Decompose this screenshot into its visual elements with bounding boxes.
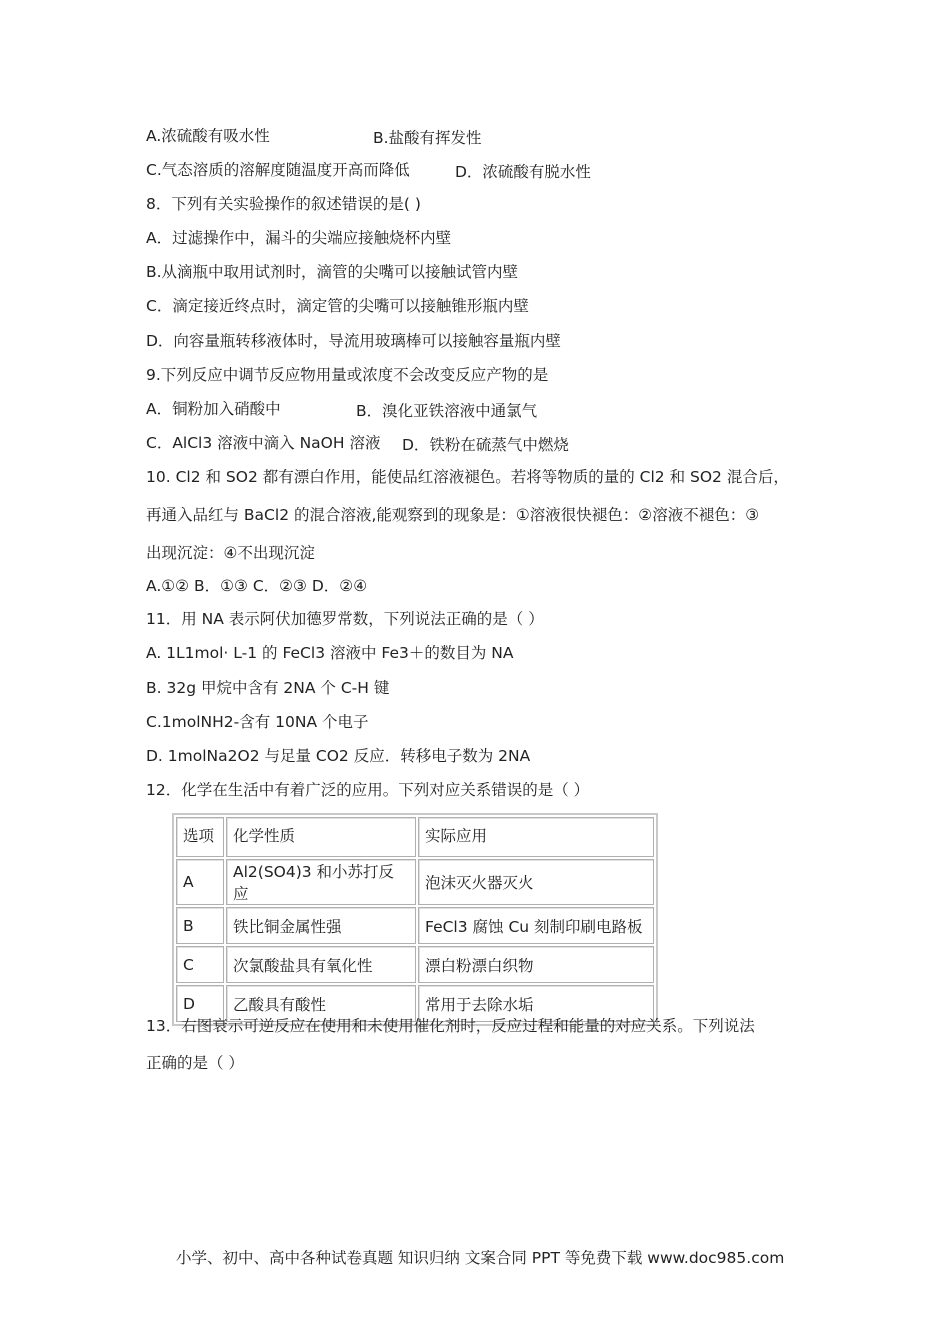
q10-stem-line3: 出现沉淀：④不出现沉淀 bbox=[146, 544, 315, 562]
q9-option-a: A．铜粉加入硝酸中 bbox=[146, 400, 281, 418]
page-footer: 小学、初中、高中各种试卷真题 知识归纳 文案合同 PPT 等免费下载 www.doc985.com bbox=[176, 1249, 785, 1267]
table-header-row bbox=[176, 817, 654, 857]
q9-option-d: D．铁粉在硫蒸气中燃烧 bbox=[402, 436, 569, 454]
q7-option-c: C.气态溶质的溶解度随温度开高而降低 bbox=[146, 161, 410, 179]
q10-options: A.①② B．①③ C．②③ D．②④ bbox=[146, 577, 368, 595]
table-cell: Al2(SO4)3 和小苏打反应 bbox=[226, 859, 416, 905]
q8-option-d: D．向容量瓶转移液体时，导流用玻璃棒可以接触容量瓶内壁 bbox=[146, 332, 561, 350]
table-header-cell: 实际应用 bbox=[418, 817, 654, 857]
q9-option-b: B．溴化亚铁溶液中通氯气 bbox=[356, 402, 538, 420]
q8-stem: 8．下列有关实验操作的叙述错误的是( ) bbox=[146, 195, 421, 213]
table-header-cell: 选项 bbox=[176, 817, 224, 857]
table-cell: FeCl3 腐蚀 Cu 刻制印刷电路板 bbox=[418, 907, 654, 944]
table-cell: B bbox=[176, 907, 224, 944]
q11-stem: 11．用 NA 表示阿伏加德罗常数，下列说法正确的是（ ） bbox=[146, 610, 544, 628]
q9-option-c: C．AlCl3 溶液中滴入 NaOH 溶液 bbox=[146, 434, 381, 452]
q12-stem: 12．化学在生活中有着广泛的应用。下列对应关系错误的是（ ） bbox=[146, 781, 590, 799]
q8-option-a: A．过滤操作中，漏斗的尖端应接触烧杯内壁 bbox=[146, 229, 452, 247]
table-cell: 漂白粉漂白织物 bbox=[418, 946, 654, 983]
table-cell: 常用于去除水垢 bbox=[418, 985, 654, 1022]
q11-option-c: C.1molNH2-含有 10NA 个电子 bbox=[146, 713, 369, 731]
table-row bbox=[176, 859, 654, 905]
q10-stem-line1: 10. Cl2 和 SO2 都有漂白作用，能使品红溶液褪色。若将等物质的量的 Cl2 和 SO2 混合后， bbox=[146, 468, 789, 486]
table-row bbox=[176, 946, 654, 983]
q8-option-c: C．滴定接近终点时，滴定管的尖嘴可以接触锥形瓶内壁 bbox=[146, 297, 529, 315]
q10-stem-line2: 再通入品红与 BaCl2 的混合溶液,能观察到的现象是：①溶液很快褪色：②溶液不褪色：③ bbox=[146, 506, 760, 524]
q13-stem-line1: 13．右图衰示可逆反应在使用和未使用催化剂时，反应过程和能量的对应关系。下列说法 bbox=[146, 1017, 755, 1035]
q7-option-a: A.浓硫酸有吸水性 bbox=[146, 127, 270, 145]
table-cell: A bbox=[176, 859, 224, 905]
q12-table bbox=[172, 813, 658, 1026]
table-row bbox=[176, 907, 654, 944]
table-header-cell: 化学性质 bbox=[226, 817, 416, 857]
q7-option-b: B.盐酸有挥发性 bbox=[373, 129, 482, 147]
table-cell: C bbox=[176, 946, 224, 983]
table-cell: 泡沫灭火器灭火 bbox=[418, 859, 654, 905]
q11-option-a: A. 1L1mol· L-1 的 FeCl3 溶液中 Fe3＋的数目为 NA bbox=[146, 644, 514, 662]
table-cell: D bbox=[176, 985, 224, 1022]
table-cell: 铁比铜金属性强 bbox=[226, 907, 416, 944]
q8-option-b: B.从滴瓶中取用试剂时，滴管的尖嘴可以接触试管内壁 bbox=[146, 263, 519, 281]
table-cell: 乙酸具有酸性 bbox=[226, 985, 416, 1022]
q7-option-d: D．浓硫酸有脱水性 bbox=[455, 163, 591, 181]
q13-stem-line2: 正确的是（ ） bbox=[146, 1054, 244, 1072]
q11-option-d: D. 1molNa2O2 与足量 CO2 反应．转移电子数为 2NA bbox=[146, 747, 531, 765]
table-cell: 次氯酸盐具有氧化性 bbox=[226, 946, 416, 983]
q9-stem: 9.下列反应中调节反应物用量或浓度不会改变反应产物的是 bbox=[146, 366, 549, 384]
q11-option-b: B. 32g 甲烷中含有 2NA 个 C-H 键 bbox=[146, 679, 390, 697]
